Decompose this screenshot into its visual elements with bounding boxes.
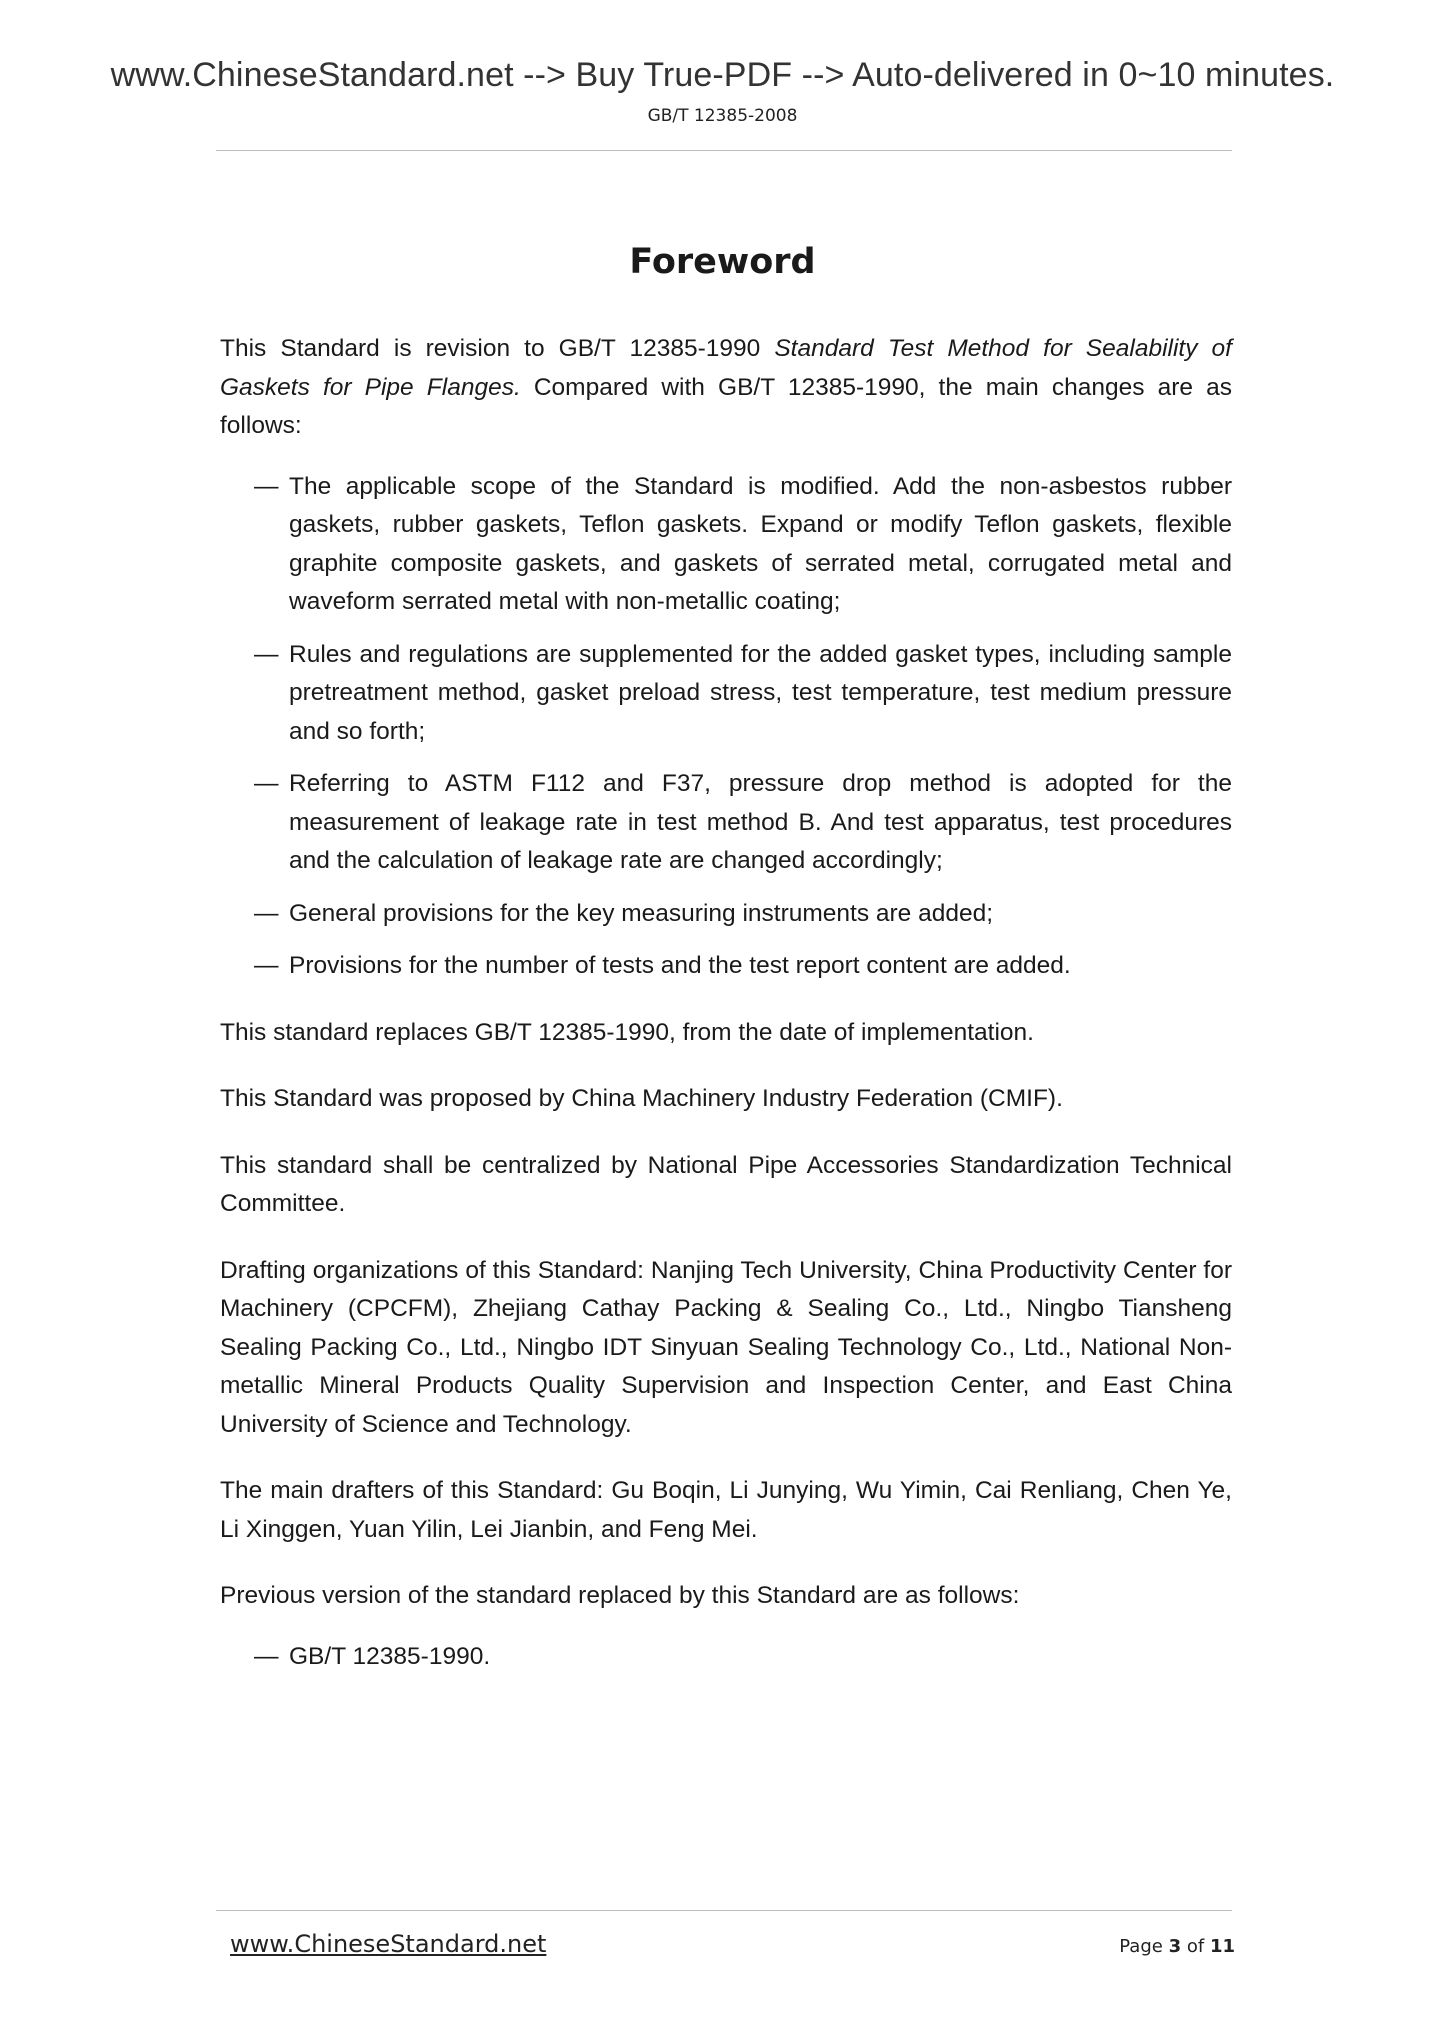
page-counter — [1119, 1936, 1235, 1957]
list-item — [220, 636, 1232, 752]
document-body — [220, 330, 1232, 1690]
page-current: 3 — [1168, 1936, 1182, 1957]
list-item — [220, 765, 1232, 881]
drafters-paragraph: The main drafters of this Standard: Gu Boqin, Li Junying, Wu Yimin, Cai Renliang, Chen Ye, Li Xinggen, Yuan Yilin, Lei Jianbin, and Feng Mei. — [220, 1477, 1232, 1543]
page-total: 11 — [1209, 1936, 1235, 1957]
proposed-paragraph: This Standard was proposed by China Machinery Industry Federation (CMIF). — [220, 1085, 1063, 1112]
page-of: of — [1186, 1936, 1205, 1957]
page-label: Page — [1119, 1936, 1163, 1957]
intro-suffix: Compared with GB/T 12385-1990, the main changes are as follows: — [220, 373, 1233, 439]
header-divider — [216, 150, 1232, 151]
running-header-standard-code: GB/T 12385-2008 — [647, 106, 798, 126]
list-item-text: Provisions for the number of tests and the test report content are added. — [289, 952, 1071, 979]
previous-versions-paragraph: Previous version of the standard replaced by this Standard are as follows: — [220, 1582, 1020, 1609]
list-item-text: Rules and regulations are supplemented for the added gasket types, including sample pretreatment method, gasket preload stress, test temperature, test medium pressure and so forth; — [289, 640, 1232, 745]
intro-paragraph — [220, 330, 1232, 446]
footer-divider — [216, 1910, 1232, 1911]
dash-bullet: — — [254, 472, 279, 500]
centralized-paragraph: This standard shall be centralized by National Pipe Accessories Standardization Technical Committee. — [220, 1151, 1232, 1217]
dash-bullet: — — [254, 952, 279, 979]
dash-bullet: — — [254, 640, 279, 668]
list-item — [220, 468, 1232, 622]
top-banner[interactable]: www.ChineseStandard.net --> Buy True-PDF --> Auto-delivered in 0~10 minutes. — [110, 56, 1335, 94]
page-title: Foreword — [629, 242, 816, 282]
footer-website-link[interactable]: www.ChineseStandard.net — [230, 1930, 547, 1958]
list-item-text: The applicable scope of the Standard is modified. Add the non-asbestos rubber gaskets, rubber gaskets, Teflon gaskets. Expand or modify Teflon gaskets, flexible graphite composite gaskets, and gaskets of serrated metal, corrugated metal and waveform serrated metal with non-metallic coating; — [289, 472, 1232, 615]
list-item — [220, 895, 1232, 934]
changes-list — [220, 468, 1232, 986]
previous-versions-list — [220, 1638, 1232, 1677]
list-item-text: GB/T 12385-1990. — [289, 1642, 491, 1670]
replaces-paragraph: This standard replaces GB/T 12385-1990, from the date of implementation. — [220, 1018, 1034, 1046]
list-item-text: Referring to ASTM F112 and F37, pressure drop method is adopted for the measurement of leakage rate in test method B. And test apparatus, test procedures and the calculation of leakage rate are changed accordingly; — [289, 770, 1232, 874]
intro-italic-title: Standard Test Method for Sealability of Gaskets for Pipe Flanges. — [220, 335, 1232, 401]
list-item — [220, 947, 1232, 986]
intro-prefix: This Standard is revision to GB/T 12385-1990 — [220, 335, 775, 362]
dash-bullet: — — [254, 899, 279, 927]
list-item — [220, 1638, 1232, 1677]
dash-bullet: — — [254, 1642, 279, 1670]
list-item-text: General provisions for the key measuring instruments are added; — [289, 899, 994, 927]
dash-bullet: — — [254, 770, 279, 797]
drafting-organizations-paragraph: Drafting organizations of this Standard: Nanjing Tech University, China Productivity Center for Machinery (CPCFM), Zhejiang Cathay Packing & Sealing Co., Ltd., Ningbo Tiansheng Sealing Packing Co., Ltd., Ningbo IDT Sinyuan Sealing Technology Co., Ltd., National Non-metallic Mineral Products Quality Supervision and Inspection Center, and East China University of Science and Technology. — [220, 1256, 1232, 1438]
